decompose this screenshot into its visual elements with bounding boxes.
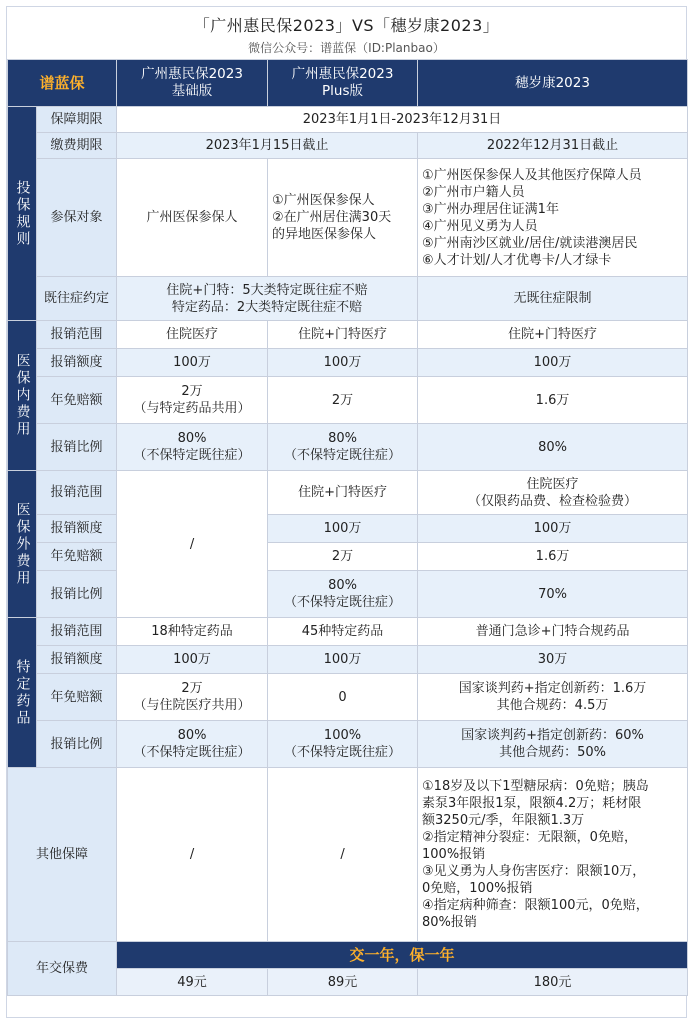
cell-line: ①广州医保参保人及其他医疗保障人员 <box>422 167 642 183</box>
col-header-plus <box>268 60 418 107</box>
table-row <box>8 721 688 768</box>
row-label: 缴费期限 <box>37 133 117 159</box>
cell: 100万 <box>418 515 688 543</box>
cell-line: ④指定病种筛查：限额100元，0免赔， <box>422 898 649 913</box>
col-header-basic <box>117 60 268 107</box>
cell: 49元 <box>117 969 268 996</box>
table-row <box>8 543 688 571</box>
cell: 住院+门特医疗 <box>268 471 418 515</box>
cell: 2023年1月1日-2023年12月31日 <box>117 107 688 133</box>
cell-line: 2万 <box>181 681 203 696</box>
cell: 180元 <box>418 969 688 996</box>
cell: 100万 <box>268 349 418 377</box>
table-row <box>8 768 688 942</box>
cell-line: 额3250元/季，年限额1.3万 <box>422 813 585 828</box>
header-row <box>8 60 688 107</box>
cell-line: 80% <box>177 431 207 446</box>
cell <box>117 377 268 424</box>
row-label: 报销比例 <box>37 721 117 768</box>
cell: / <box>117 471 268 618</box>
cell: 住院医疗 <box>117 321 268 349</box>
table-row <box>8 349 688 377</box>
brand-logo: 谱蓝保 <box>8 60 117 107</box>
cell: 无既往症限制 <box>418 277 688 321</box>
table-row <box>8 159 688 277</box>
row-label: 年交保费 <box>8 942 117 996</box>
table-row <box>8 133 688 159</box>
col-header-basic-tier: 基础版 <box>171 83 213 99</box>
cell-line: ④广州见义勇为人员 <box>422 218 538 234</box>
row-label: 年免赔额 <box>37 377 117 424</box>
comparison-table <box>7 59 688 996</box>
table-row <box>8 942 688 969</box>
cell <box>117 721 268 768</box>
fee-banner: 交一年，保一年 <box>117 942 688 969</box>
cell <box>418 768 688 942</box>
cell-line: （仅限药品费、检查检验费） <box>468 493 638 509</box>
cell-line: 80% <box>328 431 357 446</box>
cell-line: （不保特定既往症） <box>284 448 402 463</box>
cell-line: 的异地医保参保人 <box>272 227 377 242</box>
cell-line: 国家谈判药+指定创新药：60% <box>461 728 644 743</box>
cell-line: ①18岁及以下1型糖尿病：0免赔；胰岛 <box>422 779 649 794</box>
cell: 2023年1月15日截止 <box>117 133 418 159</box>
cell: 普通门急诊+门特合规药品 <box>418 618 688 646</box>
table-row <box>8 107 688 133</box>
cell-line: （不保特定既往症） <box>284 595 402 610</box>
cell <box>418 471 688 515</box>
cell-line: ②广州市户籍人员 <box>422 184 525 200</box>
cell-line: ③见义勇为人身伤害医疗：限额10万， <box>422 864 646 879</box>
cell-line: 国家谈判药+指定创新药：1.6万 <box>458 681 647 696</box>
cell-line: ⑤广州南沙区就业/居住/就读港澳居民 <box>422 235 638 251</box>
table-row <box>8 471 688 515</box>
cell-line: （与特定药品共用） <box>133 401 251 416</box>
row-label: 报销额度 <box>37 515 117 543</box>
page-subtitle: 微信公众号：谱蓝保（ID:Planbao） <box>248 41 445 55</box>
row-label: 报销范围 <box>37 618 117 646</box>
cell-line: 0免赔，100%报销 <box>422 881 533 896</box>
cell: 70% <box>418 571 688 618</box>
cell: 100万 <box>418 349 688 377</box>
cell-line: ⑥人才计划/人才优粤卡/人才绿卡 <box>422 252 612 268</box>
row-label: 报销比例 <box>37 571 117 618</box>
row-label: 参保对象 <box>37 159 117 277</box>
col-header-plus-name: 广州惠民保2023 <box>291 66 394 82</box>
cell: 89元 <box>268 969 418 996</box>
cell <box>268 424 418 471</box>
cell-line: 2万 <box>181 384 203 399</box>
cell <box>418 159 688 277</box>
cell-line: 其他合规药：4.5万 <box>496 698 609 713</box>
col-header-basic-name: 广州惠民保2023 <box>141 66 243 82</box>
table-row <box>8 618 688 646</box>
cell-line: 80%报销 <box>422 915 477 930</box>
cell: 80% <box>418 424 688 471</box>
cell-line: ①广州医保参保人 <box>272 193 375 208</box>
row-label: 其他保障 <box>8 768 117 942</box>
page-title: 「广州惠民保2023」VS「穗岁康2023」 <box>193 16 500 35</box>
cell <box>117 674 268 721</box>
section-drug: 特定药品 <box>8 618 37 768</box>
cell: 2万 <box>268 377 418 424</box>
cell-line: ②指定精神分裂症：无限额，0免赔， <box>422 830 637 845</box>
cell-line: 100%报销 <box>422 847 486 862</box>
cell <box>418 721 688 768</box>
table-row <box>8 571 688 618</box>
row-label: 报销额度 <box>37 646 117 674</box>
cell <box>268 159 418 277</box>
cell: 广州医保参保人 <box>117 159 268 277</box>
cell-line: 住院医疗 <box>526 476 579 492</box>
cell: 2万 <box>268 543 418 571</box>
cell: 100万 <box>268 646 418 674</box>
row-label: 报销范围 <box>37 471 117 515</box>
cell: 1.6万 <box>418 377 688 424</box>
cell: 100万 <box>268 515 418 543</box>
table-row <box>8 377 688 424</box>
cell-line: 其他合规药：50% <box>499 745 606 760</box>
table-row <box>8 277 688 321</box>
cell: 100万 <box>117 349 268 377</box>
cell-line: （不保特定既往症） <box>133 448 251 463</box>
cell: / <box>268 768 418 942</box>
table-row <box>8 321 688 349</box>
cell-line: 80% <box>177 728 207 743</box>
row-label: 既往症约定 <box>37 277 117 321</box>
table-row <box>8 515 688 543</box>
row-label: 报销比例 <box>37 424 117 471</box>
cell <box>418 674 688 721</box>
cell: 0 <box>268 674 418 721</box>
cell-line: （与住院医疗共用） <box>133 698 251 713</box>
col-header-suisuikang: 穗岁康2023 <box>418 60 688 107</box>
cell <box>117 424 268 471</box>
cell <box>268 571 418 618</box>
col-header-plus-tier: Plus版 <box>322 83 363 99</box>
cell-line: 住院+门特：5大类特定既往症不赔 <box>166 282 368 298</box>
cell-line: 特定药品：2大类特定既往症不赔 <box>171 299 363 315</box>
cell-line: （不保特定既往症） <box>133 745 251 760</box>
cell: 1.6万 <box>418 543 688 571</box>
cell-line: 80% <box>328 578 357 593</box>
cell-line: 素泵3年限报1泵，限额4.2万；耗材限 <box>422 796 642 811</box>
row-label: 保障期限 <box>37 107 117 133</box>
row-label: 报销范围 <box>37 321 117 349</box>
cell: 45种特定药品 <box>268 618 418 646</box>
cell: 30万 <box>418 646 688 674</box>
cell <box>117 277 418 321</box>
section-tb: 投保规则 <box>8 107 37 321</box>
row-label: 年免赔额 <box>37 543 117 571</box>
section-outer: 医保外费用 <box>8 471 37 618</box>
page-header <box>7 7 686 59</box>
table-row <box>8 424 688 471</box>
row-label: 年免赔额 <box>37 674 117 721</box>
table-row <box>8 646 688 674</box>
cell: 18种特定药品 <box>117 618 268 646</box>
table-row <box>8 674 688 721</box>
cell: 住院+门特医疗 <box>418 321 688 349</box>
cell: 100万 <box>117 646 268 674</box>
cell-line: ③广州办理居住证满1年 <box>422 201 559 217</box>
row-label: 报销额度 <box>37 349 117 377</box>
cell-line: ②在广州居住满30天 <box>272 210 392 225</box>
cell-line: 100% <box>323 728 362 743</box>
cell <box>268 721 418 768</box>
section-inner: 医保内费用 <box>8 321 37 471</box>
cell: 住院+门特医疗 <box>268 321 418 349</box>
cell-line: （不保特定既往症） <box>284 745 402 760</box>
cell: / <box>117 768 268 942</box>
cell: 2022年12月31日截止 <box>418 133 688 159</box>
